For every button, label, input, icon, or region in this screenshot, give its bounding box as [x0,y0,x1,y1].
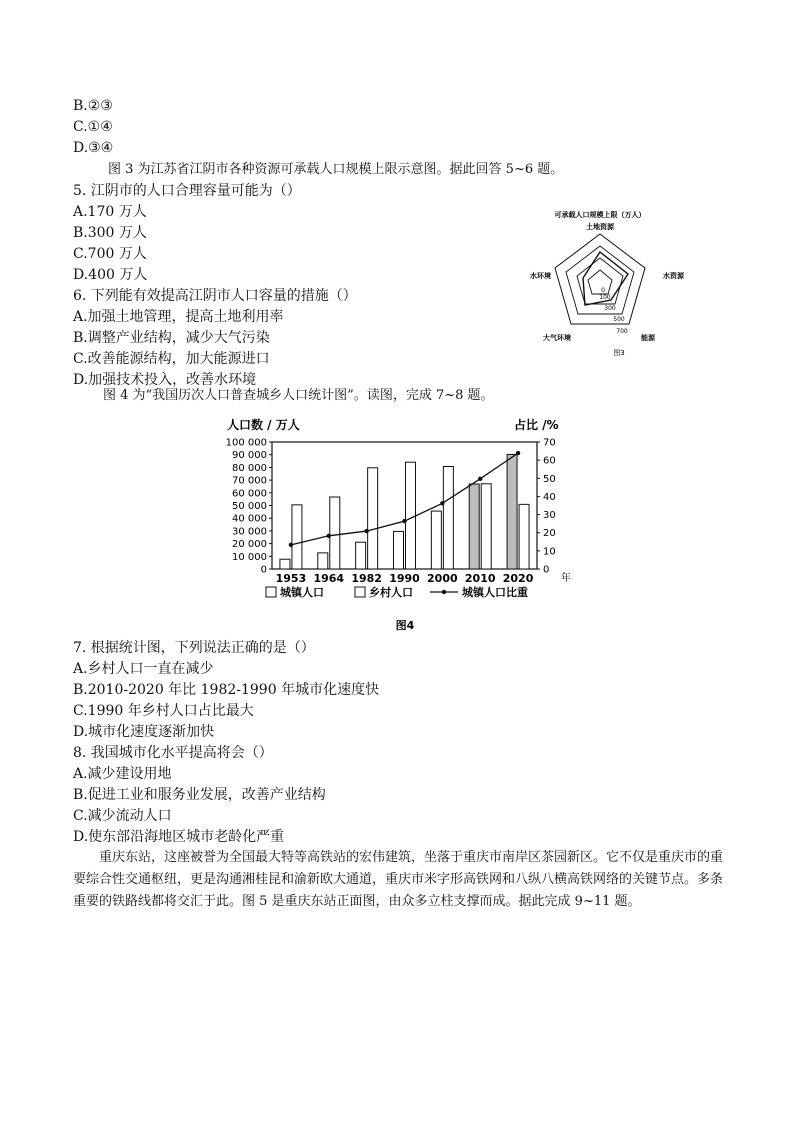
q6-option-c: C.改善能源结构，加大能源进口 [73,351,270,367]
chart-legend [266,585,528,599]
urban-ratio-point [364,529,368,533]
q5-option-c: C.700 万人 [73,246,147,262]
y2-tick-label: 0 [543,564,550,576]
q8-stem: 8. 我国城市化水平提高将会（） [73,745,273,761]
q8-option-c: C.减少流动人口 [73,808,172,824]
y2-tick-label: 30 [543,510,556,522]
radar-ring-label-100: 100 [599,294,611,301]
y-tick-label: 10 000 [232,551,267,563]
x-tick-label: 2020 [502,572,534,585]
figure-4-caption: 图4 [395,619,415,632]
q5-option-b: B.300 万人 [73,225,147,241]
urban-bar [394,531,404,569]
y-tick-label: 90 000 [232,450,267,462]
x-tick-label: 1990 [389,572,420,585]
radar-ring-label-700: 700 [616,328,628,335]
chart-plot-area [226,438,556,586]
q6-option-a: A.加强土地管理，提高土地利用率 [73,309,284,325]
y-tick-label: 30 000 [232,526,267,538]
radar-ring-label-500: 500 [613,316,625,323]
q5-option-a: A.170 万人 [73,204,147,220]
plot-frame [272,442,537,569]
x-tick-label: 2010 [464,572,496,585]
radar-axis-energy: 能源 [641,334,655,342]
rural-bar [368,468,378,569]
passage-chongqing: 重庆东站，这座被誉为全国最大特等高铁站的宏伟建筑，坐落于重庆市南岸区茶园新区。它不仅是重庆市的重要综合性交通枢纽，更是沟通湘桂昆和渝新欧大通道，重庆市米字形高铁网和八纵八横高铁网络的关键节点。多条重要的铁路线都将交汇于此。图 5 是重庆东站正面图，由众多立柱支撑而成。据此完成 9~11 题。 [73,850,724,909]
q6-stem: 6. 下列能有效提高江阴市人口容量的措施（） [73,288,357,304]
option-c: C.①④ [73,119,113,135]
radar-ring-label-0: 0 [601,287,605,294]
urban-bar [356,542,366,569]
rural-bar [330,497,340,569]
x-tick-label: 1953 [275,572,307,585]
y2-axis-title: 占比 /% [514,418,559,432]
figure-4-chart [222,415,582,635]
q8-option-d: D.使东部沿海地区城市老龄化严重 [73,829,285,845]
urban-ratio-point [289,543,293,547]
legend-ratio-marker [442,590,446,594]
q8-option-b: B.促进工业和服务业发展，改善产业结构 [73,787,326,803]
intro-fig4: 图 4 为“我国历次人口普查城乡人口统计图”。读图，完成 7~8 题。 [103,388,494,403]
legend-urban-swatch [266,587,276,597]
y-tick-label: 40 000 [232,513,267,525]
legend-rural-label: 乡村人口 [369,586,413,599]
y2-tick-label: 20 [543,528,556,540]
radar-axis-air: 大气环境 [543,334,571,342]
urban-ratio-point [516,451,520,455]
y-tick-label: 60 000 [232,488,267,500]
option-b: B.②③ [73,98,113,114]
q7-option-b: B.2010-2020 年比 1982-1990 年城市化速度快 [73,682,380,698]
q5-option-d: D.400 万人 [73,267,148,283]
urban-bar [280,559,290,569]
radar-ring-outer [555,234,645,324]
y2-tick-label: 40 [543,491,556,503]
radar-title: 可承载人口规模上限（万人） [554,211,646,219]
radar-ring-label-300: 300 [604,305,616,312]
q7-option-a: A.乡村人口一直在减少 [73,661,214,677]
urban-bar [431,511,441,569]
x-tick-label: 2000 [427,572,458,585]
y-tick-label: 20 000 [232,539,267,551]
radar-axis-water: 水资源 [663,272,684,280]
legend-rural-swatch [355,587,365,597]
legend-ratio-label: 城镇人口比重 [462,586,528,599]
y-tick-label: 70 000 [232,475,267,487]
radar-axis-water-env: 水环境 [530,272,551,280]
urban-ratio-point [478,477,482,481]
intro-fig3: 图 3 为江苏省江阴市各种资源可承载人口规模上限示意图。据此回答 5~6 题。 [108,162,564,177]
urban-ratio-point [402,519,406,523]
q7-option-c: C.1990 年乡村人口占比最大 [73,703,254,719]
x-tick-label: 1964 [313,572,345,585]
radar-rings [555,234,645,324]
urban-bar [507,454,517,569]
x-tick-label: 1982 [351,572,382,585]
q5-stem: 5. 江阴市的人口合理容量可能为（） [73,183,301,199]
y-tick-label: 50 000 [232,501,267,512]
radar-caption: 图3 [613,349,625,357]
figure-3-radar [525,208,684,368]
urban-ratio-point [327,534,331,538]
rural-bar [406,462,416,569]
y2-tick-label: 70 [543,437,556,449]
rural-bar [443,467,453,569]
legend-urban-label: 城镇人口 [280,586,324,599]
y-axis-title: 人口数 / 万人 [227,418,300,432]
q7-stem: 7. 根据统计图，下列说法正确的是（） [73,640,315,656]
x-axis-unit: 年 [561,573,571,584]
rural-bar [519,504,529,569]
y-tick-label: 80 000 [232,462,267,474]
y-tick-label: 0 [260,564,267,576]
y2-tick-label: 10 [543,546,556,558]
radar-ring-300 [588,270,612,294]
urban-bar [469,484,479,569]
y-tick-label: 100 000 [225,437,267,449]
y2-tick-label: 60 [543,455,556,467]
q7-option-d: D.城市化速度逐渐加快 [73,724,215,740]
urban-ratio-point [440,501,444,505]
q8-option-a: A.减少建设用地 [73,766,172,782]
q6-option-d: D.加强技术投入，改善水环境 [73,372,257,388]
urban-bar [318,553,328,569]
rural-bar [481,484,491,569]
q6-option-b: B.调整产业结构，减少大气污染 [73,330,270,346]
rural-bar [292,505,302,569]
radar-axis-land: 土地资源 [586,223,614,231]
y2-tick-label: 50 [543,473,556,485]
option-d: D.③④ [73,140,114,156]
